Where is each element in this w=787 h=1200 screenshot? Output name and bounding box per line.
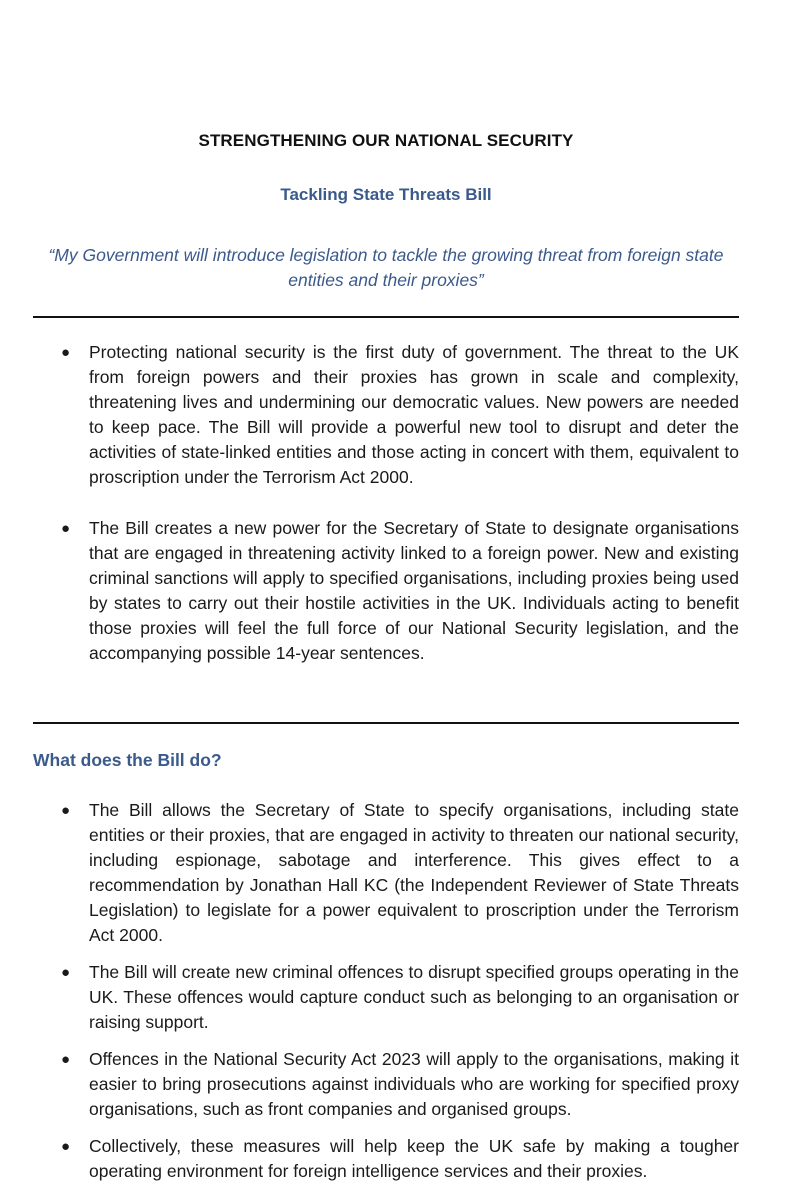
list-item (0, 1047, 787, 1122)
list-item (0, 798, 787, 948)
list-item (0, 960, 787, 1035)
list-item-text: The Bill creates a new power for the Secretary of State to designate organisations that are engaged in threatening activity linked to a foreign power. New and existing criminal sanctions will apply to specified organisations, including proxies being used by states to carry out their hostile activities in the UK. Individuals acting to benefit those proxies will feel the full force of our National Security legislation, and the accompanying possible 14-year sentences. (89, 518, 739, 663)
bullet-icon: ● (61, 344, 71, 361)
list-item-text: Collectively, these measures will help keep the UK safe by making a tougher operating environment for foreign intelligence services and their proxies. (89, 1136, 739, 1181)
intro-bullet-list (0, 340, 787, 666)
bullet-icon: ● (61, 1138, 71, 1155)
list-item-text: Offences in the National Security Act 2023 will apply to the organisations, making it easier to bring prosecutions against individuals who are working for specified proxy organisations, such as front companies and organised groups. (89, 1049, 739, 1119)
section-heading: What does the Bill do? (33, 750, 222, 770)
section-divider (33, 722, 739, 724)
bill-details-bullet-list (0, 798, 787, 1184)
bill-title: Tackling State Threats Bill (280, 185, 492, 204)
list-item (0, 1134, 787, 1184)
list-item-text: Protecting national security is the first duty of government. The threat to the UK from foreign powers and their proxies has grown in scale and complexity, threatening lives and undermining our democratic values. New powers are needed to keep pace. The Bill will provide a powerful new tool to disrupt and deter the activities of state-linked entities and those acting in concert with them, equivalent to proscription under the Terrorism Act 2000. (89, 342, 739, 487)
top-divider (33, 316, 739, 318)
list-item (0, 340, 787, 490)
list-item-text: The Bill allows the Secretary of State to specify organisations, including state entities or their proxies, that are engaged in activity to threaten our national security, including espionage, sabotage and interference. This gives effect to a recommendation by Jonathan Hall KC (the Independent Reviewer of State Threats Legislation) to legislate for a power equivalent to proscription under the Terrorism Act 2000. (89, 800, 739, 945)
bullet-icon: ● (61, 802, 71, 819)
bullet-icon: ● (61, 1051, 71, 1068)
list-item-text: The Bill will create new criminal offences to disrupt specified groups operating in the UK. These offences would capture conduct such as belonging to an organisation or raising support. (89, 962, 739, 1032)
bullet-icon: ● (61, 520, 71, 537)
document-title: STRENGTHENING OUR NATIONAL SECURITY (198, 131, 574, 150)
kings-speech-quote: “My Government will introduce legislation to tackle the growing threat from foreign state entities and their proxies” (48, 245, 724, 290)
list-item (0, 516, 787, 666)
bullet-icon: ● (61, 964, 71, 981)
